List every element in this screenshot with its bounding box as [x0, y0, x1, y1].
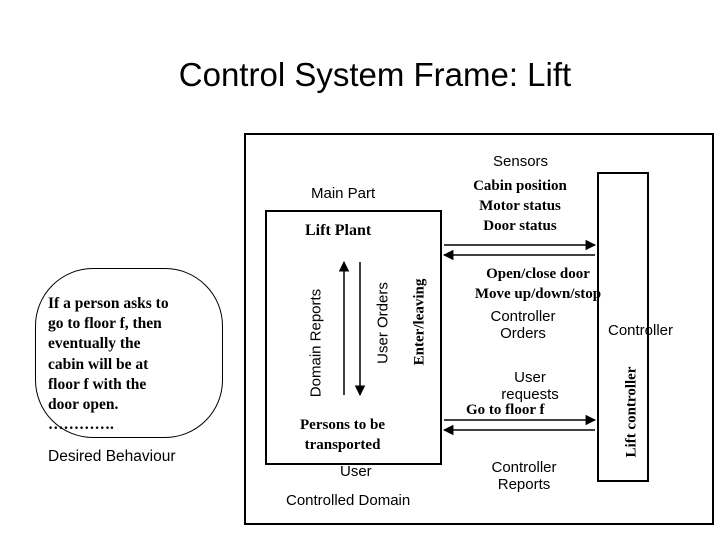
- user-label: User: [340, 463, 372, 480]
- sensor-item: Cabin position: [473, 178, 567, 194]
- sensor-item: Motor status: [479, 198, 561, 214]
- enter-leaving-label: Enter/leaving: [411, 278, 428, 366]
- lift-plant-label: Lift Plant: [305, 222, 372, 239]
- go-to-floor-label: Go to floor f: [466, 402, 545, 418]
- controller-reports-line: Controller: [491, 459, 557, 476]
- requirement-line: cabin will be at: [48, 355, 149, 373]
- main-part-label: Main Part: [311, 185, 376, 202]
- sensor-item: Door status: [483, 218, 557, 234]
- requirement-line: floor f with the: [48, 375, 147, 393]
- requirement-line: If a person asks to: [48, 295, 169, 312]
- page-title: Control System Frame: Lift: [178, 56, 572, 93]
- controller-orders-line: Orders: [500, 325, 546, 342]
- user-requests-line: User: [514, 369, 546, 386]
- requirement-line: go to floor f, then: [48, 315, 162, 333]
- lift-controller-label: Lift controller: [623, 366, 640, 458]
- desired-behaviour-caption: Desired Behaviour: [48, 448, 176, 465]
- controller-reports-line: Reports: [497, 476, 551, 493]
- user-orders-label: User Orders: [374, 282, 392, 364]
- sensors-label: Sensors: [493, 153, 549, 170]
- controller-label: Controller: [608, 322, 674, 339]
- persons-line: transported: [304, 437, 381, 453]
- persons-line: Persons to be: [300, 417, 385, 433]
- domain-reports-label: Domain Reports: [307, 288, 325, 398]
- command-item: Move up/down/stop: [474, 286, 602, 302]
- requirement-line: door open.: [48, 396, 119, 414]
- requirement-line: eventually the: [48, 335, 141, 353]
- requirement-line: ………….: [48, 416, 114, 434]
- command-item: Open/close door: [486, 266, 590, 282]
- user-requests-line: requests: [501, 386, 559, 403]
- controlled-domain-caption: Controlled Domain: [286, 492, 411, 509]
- controller-orders-line: Controller: [490, 308, 556, 325]
